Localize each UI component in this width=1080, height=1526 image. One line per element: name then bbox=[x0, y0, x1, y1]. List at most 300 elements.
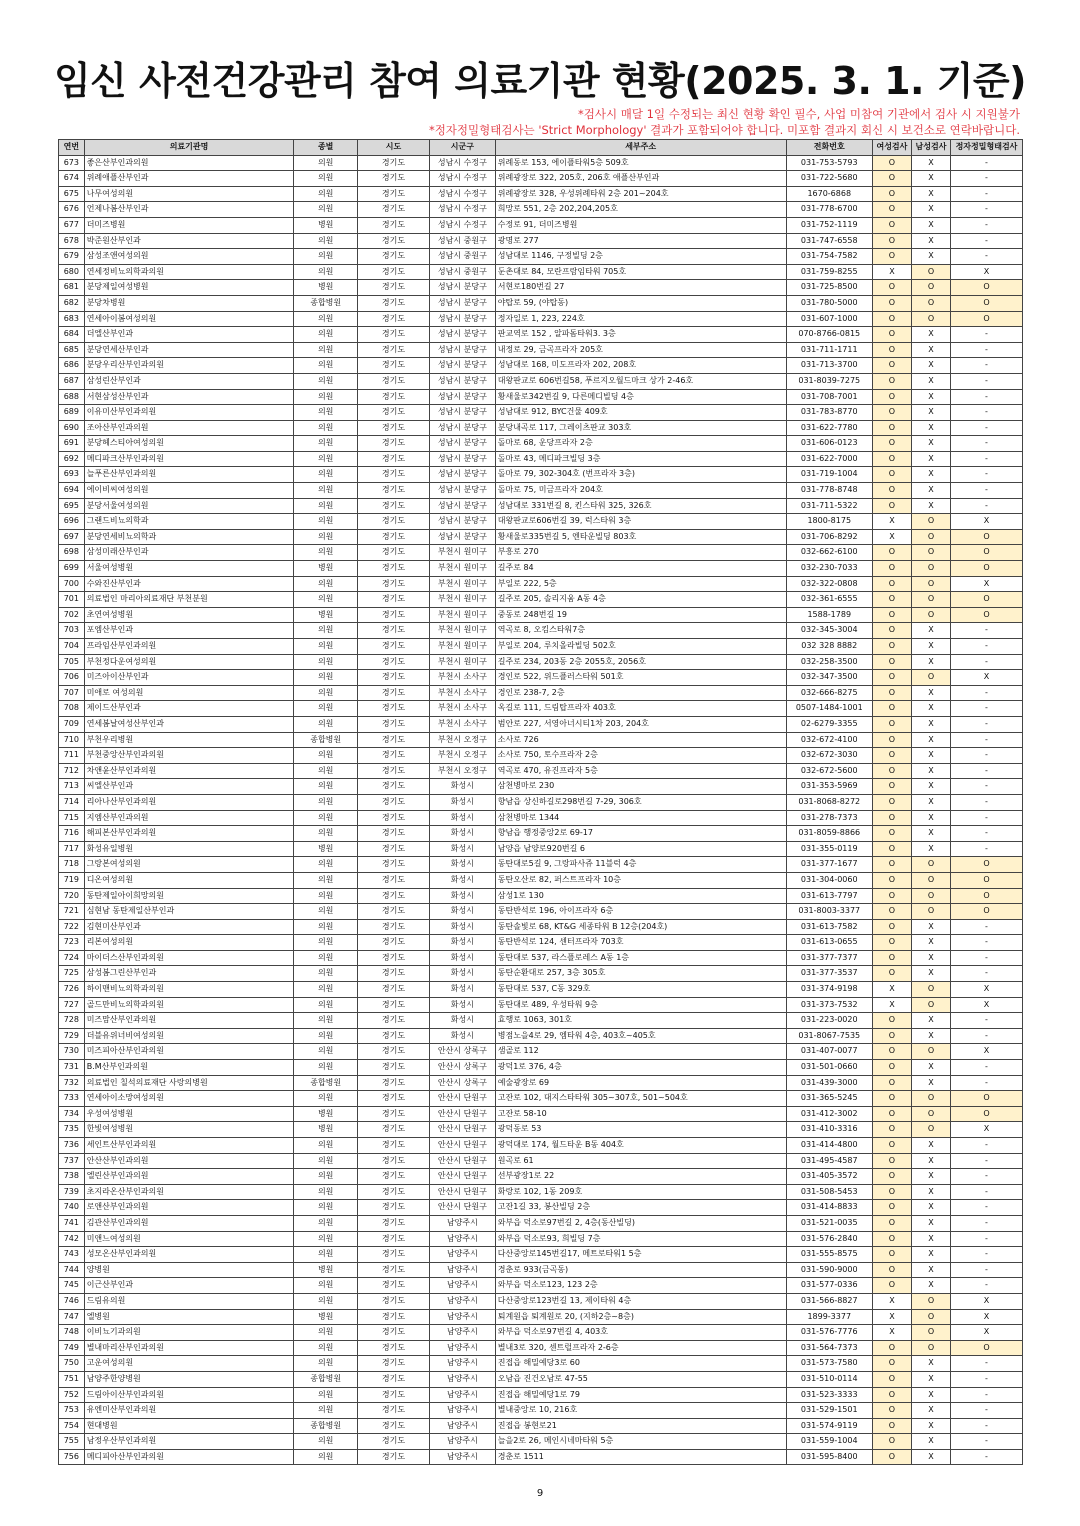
cell-phone: 031-778-6700 bbox=[786, 202, 872, 218]
cell-male-test: X bbox=[911, 420, 950, 436]
cell-city: 남양주시 bbox=[429, 1340, 495, 1356]
cell-male-test: O bbox=[911, 264, 950, 280]
cell-number: 731 bbox=[59, 1060, 85, 1076]
cell-name: 디온여성의원 bbox=[84, 872, 294, 888]
cell-number: 744 bbox=[59, 1262, 85, 1278]
cell-male-test: O bbox=[911, 1091, 950, 1107]
cell-phone: 031-722-5680 bbox=[786, 171, 872, 187]
cell-phone: 032-672-4100 bbox=[786, 732, 872, 748]
notice-line-2: *정자정밀형태검사는 'Strict Morphology' 결과가 포함되어야 합니다. 미포함 결과지 회신 시 보건소로 연락바랍니다. bbox=[428, 123, 1020, 137]
cell-type: 의원 bbox=[294, 1200, 358, 1216]
cell-phone: 032-230-7033 bbox=[786, 561, 872, 577]
cell-number: 742 bbox=[59, 1231, 85, 1247]
cell-female-test: O bbox=[872, 1060, 911, 1076]
cell-address: 늘을2로 26, 메인시네마타워 5층 bbox=[495, 1434, 786, 1450]
cell-city: 성남시 분당구 bbox=[429, 436, 495, 452]
cell-female-test: O bbox=[872, 950, 911, 966]
cell-address: 와부읍 덕소로123, 123 2층 bbox=[495, 1278, 786, 1294]
cell-city: 안산시 단원구 bbox=[429, 1200, 495, 1216]
cell-male-test: O bbox=[911, 1325, 950, 1341]
cell-female-test: O bbox=[872, 1028, 911, 1044]
cell-address: 광덕1로 376, 4층 bbox=[495, 1060, 786, 1076]
cell-address: 부일로 204, 루치올라빌딩 502호 bbox=[495, 639, 786, 655]
cell-number: 698 bbox=[59, 545, 85, 561]
cell-number: 695 bbox=[59, 498, 85, 514]
cell-name: 프라임산부인과의원 bbox=[84, 639, 294, 655]
cell-province: 경기도 bbox=[358, 514, 430, 530]
cell-male-test: X bbox=[911, 685, 950, 701]
cell-city: 부천시 소사구 bbox=[429, 716, 495, 732]
cell-phone: 032-258-3500 bbox=[786, 654, 872, 670]
cell-name: 분당서울여성의원 bbox=[84, 498, 294, 514]
cell-male-test: X bbox=[911, 1403, 950, 1419]
table-row bbox=[59, 763, 1023, 779]
cell-province: 경기도 bbox=[358, 888, 430, 904]
cell-male-test: X bbox=[911, 249, 950, 265]
cell-name: 의료법인 칠석의료재단 사랑의병원 bbox=[84, 1075, 294, 1091]
cell-city: 성남시 분당구 bbox=[429, 483, 495, 499]
cell-type: 의원 bbox=[294, 1091, 358, 1107]
cell-number: 704 bbox=[59, 639, 85, 655]
cell-province: 경기도 bbox=[358, 389, 430, 405]
cell-type: 의원 bbox=[294, 810, 358, 826]
cell-female-test: O bbox=[872, 716, 911, 732]
table-row bbox=[59, 1184, 1023, 1200]
cell-province: 경기도 bbox=[358, 1231, 430, 1247]
cell-male-test: X bbox=[911, 342, 950, 358]
cell-morphology-test: - bbox=[951, 1434, 1023, 1450]
table-row bbox=[59, 1060, 1023, 1076]
cell-female-test: O bbox=[872, 1013, 911, 1029]
cell-morphology-test: - bbox=[951, 623, 1023, 639]
table-row bbox=[59, 1106, 1023, 1122]
cell-city: 남양주시 bbox=[429, 1325, 495, 1341]
cell-phone: 031-573-7580 bbox=[786, 1356, 872, 1372]
cell-province: 경기도 bbox=[358, 1122, 430, 1138]
cell-phone: 031-223-0020 bbox=[786, 1013, 872, 1029]
cell-province: 경기도 bbox=[358, 295, 430, 311]
cell-phone: 031-783-8770 bbox=[786, 405, 872, 421]
cell-name: 연세정비뇨의학과의원 bbox=[84, 264, 294, 280]
cell-type: 병원 bbox=[294, 1106, 358, 1122]
cell-number: 753 bbox=[59, 1403, 85, 1419]
cell-morphology-test: - bbox=[951, 1449, 1023, 1465]
cell-female-test: O bbox=[872, 1169, 911, 1185]
cell-type: 의원 bbox=[294, 498, 358, 514]
cell-province: 경기도 bbox=[358, 1138, 430, 1154]
cell-female-test: O bbox=[872, 607, 911, 623]
cell-name: 유엔미산부인과의원 bbox=[84, 1403, 294, 1419]
cell-city: 성남시 분당구 bbox=[429, 498, 495, 514]
cell-morphology-test: - bbox=[951, 685, 1023, 701]
cell-number: 717 bbox=[59, 841, 85, 857]
cell-number: 732 bbox=[59, 1075, 85, 1091]
cell-address: 성남대로 168, 미도프라자 202, 208호 bbox=[495, 358, 786, 374]
cell-number: 709 bbox=[59, 716, 85, 732]
table-row bbox=[59, 514, 1023, 530]
cell-name: 심현남 동탄제일산부인과 bbox=[84, 904, 294, 920]
cell-female-test: X bbox=[872, 997, 911, 1013]
cell-phone: 031-8068-8272 bbox=[786, 794, 872, 810]
cell-phone: 032-347-3500 bbox=[786, 670, 872, 686]
cell-city: 부천시 오정구 bbox=[429, 732, 495, 748]
cell-number: 676 bbox=[59, 202, 85, 218]
table-row bbox=[59, 280, 1023, 296]
cell-morphology-test: - bbox=[951, 701, 1023, 717]
cell-city: 남양주시 bbox=[429, 1293, 495, 1309]
cell-phone: 031-613-0655 bbox=[786, 935, 872, 951]
cell-male-test: X bbox=[911, 389, 950, 405]
cell-number: 700 bbox=[59, 576, 85, 592]
cell-morphology-test: - bbox=[951, 249, 1023, 265]
cell-province: 경기도 bbox=[358, 919, 430, 935]
cell-number: 708 bbox=[59, 701, 85, 717]
cell-number: 746 bbox=[59, 1293, 85, 1309]
cell-number: 693 bbox=[59, 467, 85, 483]
cell-female-test: O bbox=[872, 1153, 911, 1169]
cell-name: 차앤윤산부인과의원 bbox=[84, 763, 294, 779]
cell-morphology-test: - bbox=[951, 1153, 1023, 1169]
cell-address: 광덕동로 53 bbox=[495, 1122, 786, 1138]
cell-province: 경기도 bbox=[358, 436, 430, 452]
cell-phone: 031-407-0077 bbox=[786, 1044, 872, 1060]
cell-city: 남양주시 bbox=[429, 1403, 495, 1419]
cell-city: 부천시 원미구 bbox=[429, 639, 495, 655]
cell-type: 의원 bbox=[294, 1434, 358, 1450]
cell-male-test: O bbox=[911, 1309, 950, 1325]
cell-male-test: X bbox=[911, 1013, 950, 1029]
cell-city: 성남시 분당구 bbox=[429, 358, 495, 374]
cell-address: 예술광장로 69 bbox=[495, 1075, 786, 1091]
cell-city: 화성시 bbox=[429, 779, 495, 795]
cell-province: 경기도 bbox=[358, 1262, 430, 1278]
cell-number: 743 bbox=[59, 1247, 85, 1263]
cell-province: 경기도 bbox=[358, 233, 430, 249]
cell-phone: 031-8039-7275 bbox=[786, 373, 872, 389]
cell-name: 메디파크산부인과의원 bbox=[84, 451, 294, 467]
cell-name: 미즈맘산부인과의원 bbox=[84, 1013, 294, 1029]
cell-name: 동탄제일아이희망의원 bbox=[84, 888, 294, 904]
cell-name: 그랜드비뇨의학과 bbox=[84, 514, 294, 530]
cell-city: 부천시 원미구 bbox=[429, 545, 495, 561]
cell-address: 삼천병마로 1344 bbox=[495, 810, 786, 826]
cell-province: 경기도 bbox=[358, 670, 430, 686]
cell-type: 의원 bbox=[294, 623, 358, 639]
col-header-phone: 전화번호 bbox=[786, 140, 872, 156]
cell-city: 남양주시 bbox=[429, 1262, 495, 1278]
cell-morphology-test: - bbox=[951, 654, 1023, 670]
cell-male-test: O bbox=[911, 982, 950, 998]
cell-phone: 031-377-7377 bbox=[786, 950, 872, 966]
cell-male-test: X bbox=[911, 1387, 950, 1403]
table-row bbox=[59, 1138, 1023, 1154]
cell-phone: 031-613-7797 bbox=[786, 888, 872, 904]
cell-male-test: X bbox=[911, 1138, 950, 1154]
cell-male-test: X bbox=[911, 654, 950, 670]
cell-number: 756 bbox=[59, 1449, 85, 1465]
cell-province: 경기도 bbox=[358, 685, 430, 701]
cell-province: 경기도 bbox=[358, 358, 430, 374]
table-row bbox=[59, 295, 1023, 311]
cell-female-test: X bbox=[872, 514, 911, 530]
cell-province: 경기도 bbox=[358, 171, 430, 187]
cell-female-test: O bbox=[872, 685, 911, 701]
cell-name: 서현삼성산부인과 bbox=[84, 389, 294, 405]
cell-female-test: O bbox=[872, 295, 911, 311]
cell-number: 728 bbox=[59, 1013, 85, 1029]
cell-name: 드림유의원 bbox=[84, 1293, 294, 1309]
cell-male-test: O bbox=[911, 904, 950, 920]
table-row bbox=[59, 904, 1023, 920]
cell-type: 병원 bbox=[294, 1309, 358, 1325]
cell-phone: 031-523-3333 bbox=[786, 1387, 872, 1403]
cell-address: 길주로 205, 솔리지움 A동 4층 bbox=[495, 592, 786, 608]
cell-morphology-test: X bbox=[951, 1293, 1023, 1309]
cell-morphology-test: - bbox=[951, 451, 1023, 467]
cell-address: 성남대로 912, BYC건물 409호 bbox=[495, 405, 786, 421]
cell-city: 성남시 분당구 bbox=[429, 514, 495, 530]
cell-city: 화성시 bbox=[429, 997, 495, 1013]
cell-male-test: X bbox=[911, 935, 950, 951]
cell-male-test: X bbox=[911, 483, 950, 499]
table-row bbox=[59, 1028, 1023, 1044]
cell-number: 682 bbox=[59, 295, 85, 311]
cell-address: 대왕판교로 606번길58, 푸르지오월드마크 상가 2-46호 bbox=[495, 373, 786, 389]
cell-female-test: O bbox=[872, 779, 911, 795]
cell-province: 경기도 bbox=[358, 264, 430, 280]
cell-province: 경기도 bbox=[358, 779, 430, 795]
cell-female-test: O bbox=[872, 639, 911, 655]
cell-address: 소사로 726 bbox=[495, 732, 786, 748]
col-header-name: 의료기관명 bbox=[84, 140, 294, 156]
cell-morphology-test: - bbox=[951, 1138, 1023, 1154]
cell-city: 성남시 수정구 bbox=[429, 155, 495, 171]
cell-number: 722 bbox=[59, 919, 85, 935]
cell-morphology-test: - bbox=[951, 1231, 1023, 1247]
cell-type: 병원 bbox=[294, 1262, 358, 1278]
cell-type: 의원 bbox=[294, 1293, 358, 1309]
cell-province: 경기도 bbox=[358, 327, 430, 343]
table-row bbox=[59, 483, 1023, 499]
cell-address: 효행로 1063, 301호 bbox=[495, 1013, 786, 1029]
cell-phone: 1800-8175 bbox=[786, 514, 872, 530]
cell-phone: 031-607-1000 bbox=[786, 311, 872, 327]
cell-phone: 031-529-1501 bbox=[786, 1403, 872, 1419]
cell-name: 수와진산부인과 bbox=[84, 576, 294, 592]
cell-phone: 031-590-9000 bbox=[786, 1262, 872, 1278]
cell-city: 부천시 소사구 bbox=[429, 701, 495, 717]
cell-address: 화랑로 102, 1동 209호 bbox=[495, 1184, 786, 1200]
cell-type: 의원 bbox=[294, 233, 358, 249]
cell-type: 의원 bbox=[294, 888, 358, 904]
cell-address: 별내중앙로 10, 216호 bbox=[495, 1403, 786, 1419]
cell-address: 고잔1길 33, 봉산빌딩 2층 bbox=[495, 1200, 786, 1216]
cell-morphology-test: - bbox=[951, 1184, 1023, 1200]
cell-city: 안산시 단원구 bbox=[429, 1153, 495, 1169]
cell-city: 성남시 분당구 bbox=[429, 327, 495, 343]
cell-type: 의원 bbox=[294, 529, 358, 545]
table-row bbox=[59, 233, 1023, 249]
cell-type: 의원 bbox=[294, 1138, 358, 1154]
cell-name: 제이드산부인과 bbox=[84, 701, 294, 717]
cell-name: 미즈피아산부인과의원 bbox=[84, 1044, 294, 1060]
cell-female-test: X bbox=[872, 1293, 911, 1309]
cell-type: 의원 bbox=[294, 1028, 358, 1044]
table-row bbox=[59, 1247, 1023, 1263]
cell-phone: 032-322-0808 bbox=[786, 576, 872, 592]
cell-morphology-test: X bbox=[951, 670, 1023, 686]
cell-type: 의원 bbox=[294, 701, 358, 717]
cell-male-test: O bbox=[911, 1044, 950, 1060]
cell-morphology-test: - bbox=[951, 1403, 1023, 1419]
cell-number: 745 bbox=[59, 1278, 85, 1294]
cell-number: 729 bbox=[59, 1028, 85, 1044]
cell-male-test: O bbox=[911, 576, 950, 592]
cell-female-test: O bbox=[872, 1138, 911, 1154]
cell-male-test: X bbox=[911, 1153, 950, 1169]
cell-female-test: O bbox=[872, 451, 911, 467]
cell-type: 의원 bbox=[294, 982, 358, 998]
cell-name: 박준원산부인과 bbox=[84, 233, 294, 249]
cell-female-test: O bbox=[872, 763, 911, 779]
cell-morphology-test: X bbox=[951, 514, 1023, 530]
cell-phone: 031-521-0035 bbox=[786, 1215, 872, 1231]
cell-type: 병원 bbox=[294, 607, 358, 623]
cell-number: 726 bbox=[59, 982, 85, 998]
table-row bbox=[59, 1278, 1023, 1294]
cell-name: 삼성미래산부인과 bbox=[84, 545, 294, 561]
table-row bbox=[59, 623, 1023, 639]
cell-number: 748 bbox=[59, 1325, 85, 1341]
cell-name: 이유미산부인과의원 bbox=[84, 405, 294, 421]
cell-number: 706 bbox=[59, 670, 85, 686]
cell-phone: 031-355-0119 bbox=[786, 841, 872, 857]
cell-city: 성남시 분당구 bbox=[429, 342, 495, 358]
cell-province: 경기도 bbox=[358, 342, 430, 358]
cell-type: 의원 bbox=[294, 311, 358, 327]
cell-female-test: O bbox=[872, 249, 911, 265]
cell-phone: 031-414-8833 bbox=[786, 1200, 872, 1216]
cell-city: 안산시 단원구 bbox=[429, 1091, 495, 1107]
cell-male-test: O bbox=[911, 670, 950, 686]
cell-city: 남양주시 bbox=[429, 1278, 495, 1294]
cell-number: 699 bbox=[59, 561, 85, 577]
cell-morphology-test: O bbox=[951, 529, 1023, 545]
cell-name: 김관산부인과의원 bbox=[84, 1215, 294, 1231]
table-row bbox=[59, 716, 1023, 732]
table-row bbox=[59, 358, 1023, 374]
cell-morphology-test: - bbox=[951, 467, 1023, 483]
cell-phone: 031-412-3002 bbox=[786, 1106, 872, 1122]
cell-female-test: O bbox=[872, 483, 911, 499]
cell-phone: 031-576-2840 bbox=[786, 1231, 872, 1247]
cell-city: 성남시 수정구 bbox=[429, 171, 495, 187]
cell-city: 안산시 상록구 bbox=[429, 1060, 495, 1076]
cell-male-test: X bbox=[911, 373, 950, 389]
cell-phone: 032-361-6555 bbox=[786, 592, 872, 608]
cell-morphology-test: - bbox=[951, 155, 1023, 171]
cell-female-test: O bbox=[872, 826, 911, 842]
cell-number: 751 bbox=[59, 1371, 85, 1387]
cell-male-test: X bbox=[911, 779, 950, 795]
table-row bbox=[59, 857, 1023, 873]
cell-female-test: O bbox=[872, 217, 911, 233]
cell-type: 의원 bbox=[294, 171, 358, 187]
cell-male-test: X bbox=[911, 1262, 950, 1278]
table-row bbox=[59, 249, 1023, 265]
table-row bbox=[59, 779, 1023, 795]
cell-male-test: O bbox=[911, 607, 950, 623]
cell-number: 685 bbox=[59, 342, 85, 358]
cell-city: 성남시 분당구 bbox=[429, 529, 495, 545]
cell-address: 돌마로 43, 메디파크빌딩 3층 bbox=[495, 451, 786, 467]
cell-female-test: O bbox=[872, 420, 911, 436]
cell-phone: 031-713-3700 bbox=[786, 358, 872, 374]
cell-city: 안산시 단원구 bbox=[429, 1106, 495, 1122]
cell-address: 고잔로 58-10 bbox=[495, 1106, 786, 1122]
cell-female-test: O bbox=[872, 1434, 911, 1450]
table-row bbox=[59, 732, 1023, 748]
cell-number: 718 bbox=[59, 857, 85, 873]
cell-province: 경기도 bbox=[358, 1309, 430, 1325]
cell-female-test: O bbox=[872, 1403, 911, 1419]
cell-address: 동탄대로 537, 라스플로레스 A동 1층 bbox=[495, 950, 786, 966]
cell-type: 의원 bbox=[294, 1169, 358, 1185]
cell-type: 의원 bbox=[294, 1060, 358, 1076]
cell-male-test: O bbox=[911, 857, 950, 873]
cell-type: 의원 bbox=[294, 1184, 358, 1200]
cell-male-test: O bbox=[911, 295, 950, 311]
cell-province: 경기도 bbox=[358, 1169, 430, 1185]
cell-male-test: X bbox=[911, 171, 950, 187]
cell-province: 경기도 bbox=[358, 966, 430, 982]
table-row bbox=[59, 545, 1023, 561]
cell-name: 분당제일여성병원 bbox=[84, 280, 294, 296]
cell-female-test: O bbox=[872, 186, 911, 202]
cell-morphology-test: O bbox=[951, 311, 1023, 327]
cell-type: 의원 bbox=[294, 483, 358, 499]
page-number: 9 bbox=[536, 1488, 544, 1499]
cell-city: 화성시 bbox=[429, 904, 495, 920]
cell-female-test: O bbox=[872, 872, 911, 888]
cell-type: 의원 bbox=[294, 342, 358, 358]
cell-number: 749 bbox=[59, 1340, 85, 1356]
cell-type: 병원 bbox=[294, 841, 358, 857]
table-row bbox=[59, 217, 1023, 233]
cell-name: 삼성린산부인과 bbox=[84, 373, 294, 389]
col-header-morphology-test: 정자정밀형태검사 bbox=[951, 140, 1023, 156]
table-row bbox=[59, 1075, 1023, 1091]
cell-male-test: X bbox=[911, 763, 950, 779]
table-row bbox=[59, 872, 1023, 888]
cell-address: 원곡로 61 bbox=[495, 1153, 786, 1169]
cell-phone: 031-752-1119 bbox=[786, 217, 872, 233]
cell-male-test: X bbox=[911, 1075, 950, 1091]
cell-type: 종합병원 bbox=[294, 1075, 358, 1091]
cell-province: 경기도 bbox=[358, 1091, 430, 1107]
cell-number: 721 bbox=[59, 904, 85, 920]
cell-address: 중동로 248번길 19 bbox=[495, 607, 786, 623]
cell-number: 688 bbox=[59, 389, 85, 405]
cell-number: 703 bbox=[59, 623, 85, 639]
cell-morphology-test: O bbox=[951, 1106, 1023, 1122]
cell-city: 남양주시 bbox=[429, 1371, 495, 1387]
cell-phone: 031-508-5453 bbox=[786, 1184, 872, 1200]
cell-address: 경춘로 933(금곡동) bbox=[495, 1262, 786, 1278]
cell-number: 730 bbox=[59, 1044, 85, 1060]
cell-name: 리본여성의원 bbox=[84, 935, 294, 951]
cell-type: 병원 bbox=[294, 217, 358, 233]
